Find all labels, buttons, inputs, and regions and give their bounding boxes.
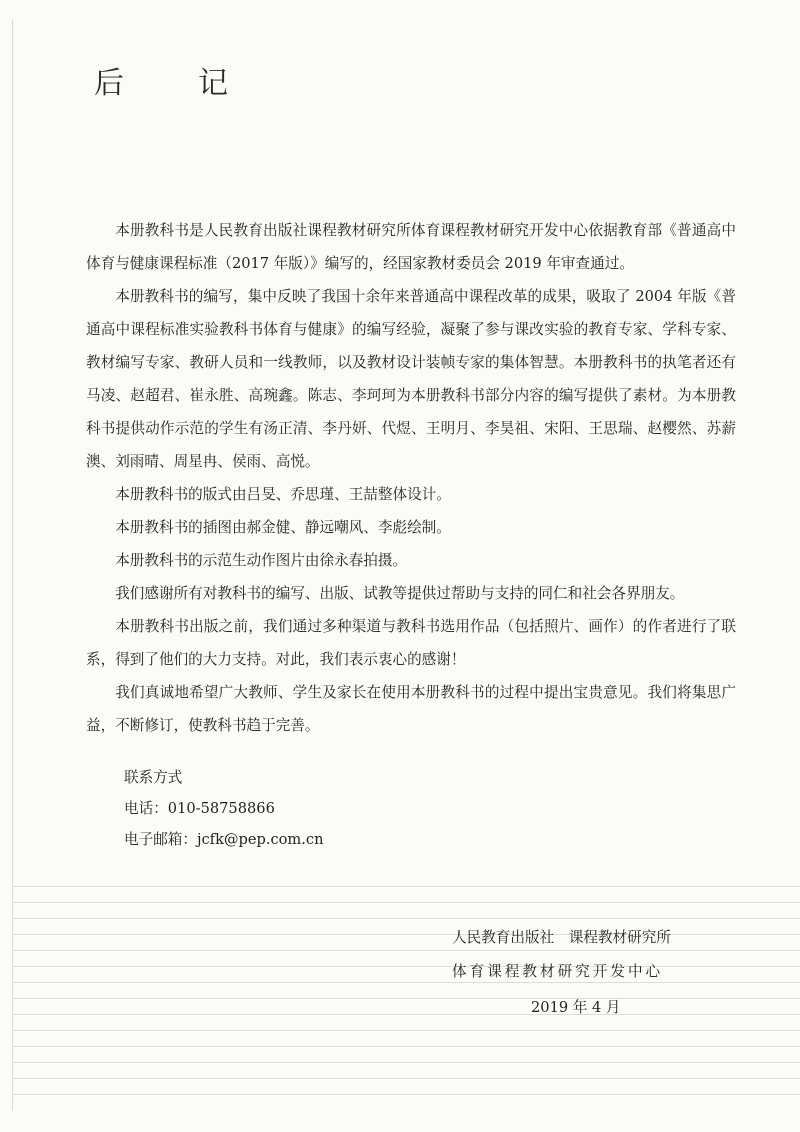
paragraph-4: 本册教科书的插图由郝金健、静远嘲风、李彪绘制。 xyxy=(115,519,451,536)
rule-line xyxy=(12,1046,800,1047)
contact-info xyxy=(124,762,323,855)
rule-line xyxy=(12,966,800,967)
contact-email: 电子邮箱：jcfk@pep.com.cn xyxy=(124,831,324,848)
afterword-body xyxy=(86,214,736,742)
paragraph-1: 本册教科书是人民教育出版社课程教材研究所体育课程教材研究开发中心依据教育部《普通高中体育与健康课程标准（2017 年版）》编写的，经国家教材委员会 2019 年审查通过。 xyxy=(86,222,736,272)
rule-line xyxy=(12,998,800,999)
rule-line xyxy=(12,934,800,935)
rule-line xyxy=(12,918,800,919)
background-rule-lines xyxy=(12,886,800,1110)
rule-line xyxy=(12,886,800,887)
rule-line xyxy=(12,902,800,903)
rule-line xyxy=(12,1094,800,1095)
page-title: 后 记 xyxy=(94,66,250,101)
paragraph-5: 本册教科书的示范生动作图片由徐永春拍摄。 xyxy=(115,552,408,569)
paragraph-8: 我们真诚地希望广大教师、学生及家长在使用本册教科书的过程中提出宝贵意见。我们将集思广益，不断修订，使教科书趋于完善。 xyxy=(86,684,736,734)
rule-line xyxy=(12,1062,800,1063)
rule-line xyxy=(12,1030,800,1031)
paragraph-2: 本册教科书的编写，集中反映了我国十余年来普通高中课程改革的成果，吸取了 2004 年版《普通高中课程标准实验教科书体育与健康》的编写经验，凝聚了参与课改实验的教育专家、学科专家、教材编写专家、教研人员和一线教师，以及教材设计装帧专家的集体智慧。本册教科书的执笔者还有马凌、赵超君、崔永胜、高琬鑫。陈志、李珂珂为本册教科书部分内容的编写提供了素材。为本册教科书提供动作示范的学生有汤正清、李丹妍、代煜、王明月、李昊祖、宋阳、王思瑞、赵樱然、苏薪澳、刘雨晴、周星冉、侯雨、高悦。 xyxy=(86,288,736,470)
paragraph-6: 我们感谢所有对教科书的编写、出版、试教等提供过帮助与支持的同仁和社会各界朋友。 xyxy=(115,585,685,602)
rule-line xyxy=(12,1078,800,1079)
rule-line xyxy=(12,950,800,951)
rule-line xyxy=(12,1014,800,1015)
contact-heading: 联系方式 xyxy=(124,769,183,786)
signature-center: 体育课程教材研究开发中心 xyxy=(452,963,664,980)
paragraph-3: 本册教科书的版式由吕旻、乔思瑾、王喆整体设计。 xyxy=(115,486,451,503)
contact-phone: 电话：010-58758866 xyxy=(124,800,275,817)
signature-date: 2019 年 4 月 xyxy=(531,999,621,1016)
paragraph-7: 本册教科书出版之前，我们通过多种渠道与教科书选用作品（包括照片、画作）的作者进行了联系，得到了他们的大力支持。对此，我们表示衷心的感谢！ xyxy=(86,618,736,668)
rule-line xyxy=(12,982,800,983)
signature-publisher: 人民教育出版社 课程教材研究所 xyxy=(452,929,671,946)
